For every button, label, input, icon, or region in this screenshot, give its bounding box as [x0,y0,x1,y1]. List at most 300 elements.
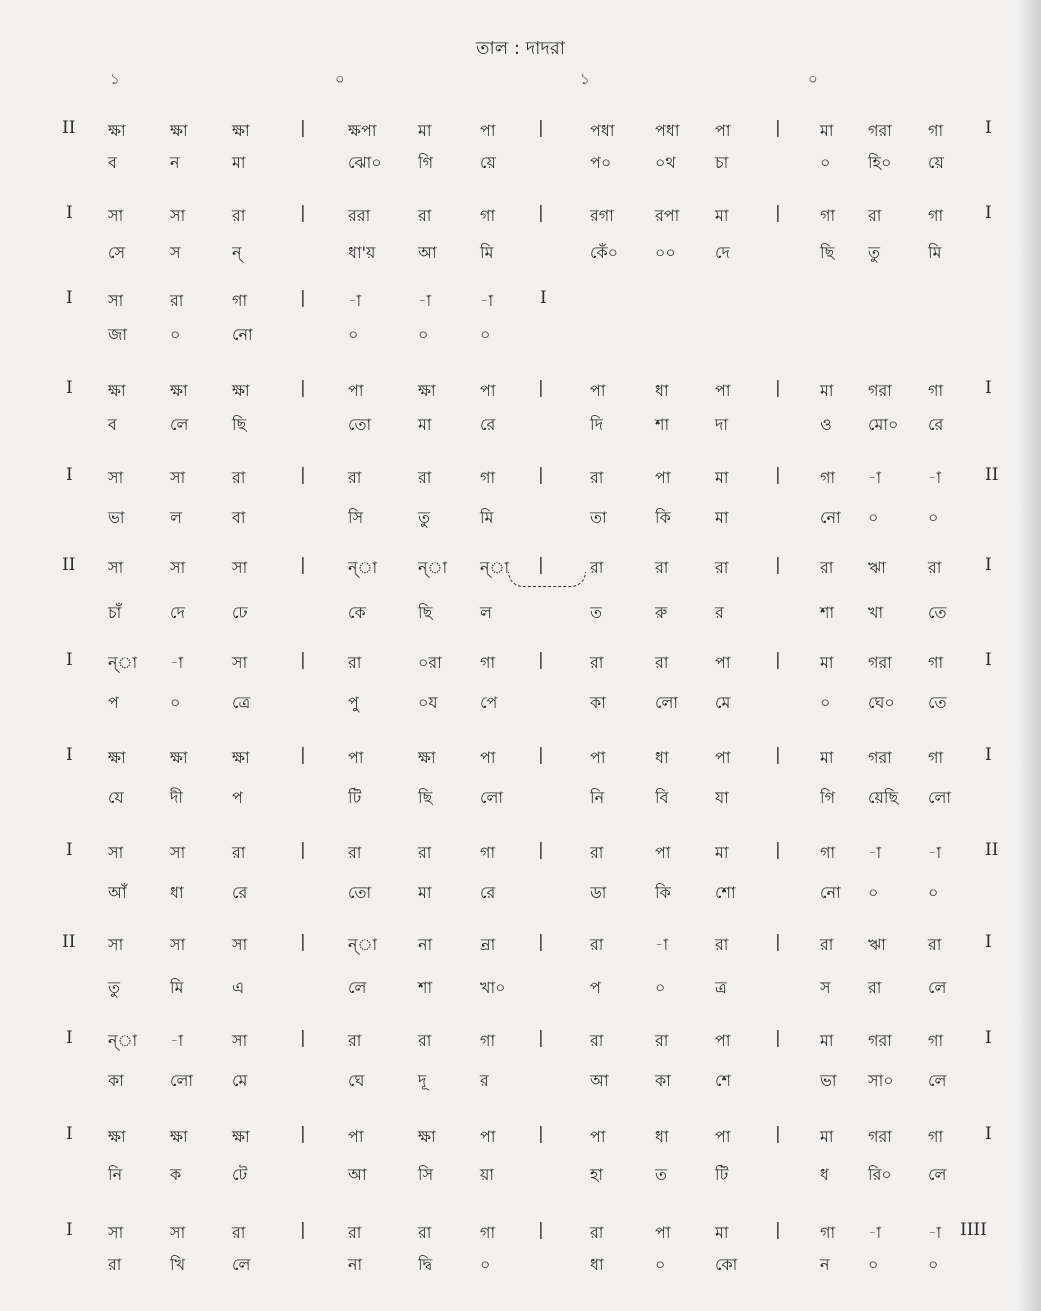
note-cell: মা [715,1223,729,1242]
barline-start: I [66,288,73,308]
lyric-cell: রা [108,1255,122,1274]
lyric-cell: ০ [868,508,879,527]
barline-start: I [66,1124,73,1144]
note-cell: রা [590,558,604,577]
bar-divider: | [300,745,306,765]
bar-divider: | [300,650,306,670]
lyric-cell: ত [655,1165,668,1184]
note-cell: ন্া [108,1031,138,1050]
note-cell: সা [170,558,186,577]
lyric-cell: মা [232,153,246,172]
lyric-cell: ০ [480,325,491,344]
bar-divider: | [300,932,306,952]
note-cell: রা [655,558,669,577]
bar-divider: | [538,378,544,398]
note-cell: গা [928,1127,944,1146]
note-cell: ক্ষা [418,1127,436,1146]
lyric-cell: ভা [820,1071,837,1090]
barline-start: I [66,203,73,223]
note-cell: পা [480,121,496,140]
lyric-cell: কা [108,1071,124,1090]
lyric-cell: ০ [418,325,429,344]
note-cell: ক্ষা [418,748,436,767]
note-cell: ধা [655,748,669,767]
note-cell: গরা [868,121,892,140]
note-cell: সা [170,843,186,862]
note-cell: গা [928,121,944,140]
lyric-cell: ছি [232,415,247,434]
bar-divider: | [775,465,781,485]
lyric-cell: র [480,1071,489,1090]
note-cell: গরা [868,1127,892,1146]
lyric-cell: ন [170,153,180,172]
lyric-cell: দে [170,603,185,622]
note-cell: রা [820,935,834,954]
lyric-cell: মে [715,693,731,712]
note-cell: ন্া [108,653,138,672]
note-cell: -া [170,653,184,672]
lyric-cell: ছি [820,243,835,262]
lyric-cell: না [348,1255,363,1274]
note-cell: রা [348,1031,362,1050]
note-cell: রা [928,558,942,577]
lyric-cell: ঢে [232,603,248,622]
note-cell: পা [715,653,731,672]
lyric-cell: লো [928,788,952,807]
lyric-cell: রি০ [868,1165,892,1184]
lyric-cell: প [590,978,601,997]
note-cell: গা [928,653,944,672]
barline-end: I [985,745,992,765]
lyric-cell: মা [418,415,432,434]
lyric-cell: টি [348,788,362,807]
note-cell: মা [820,1127,834,1146]
lyric-cell: ডা [590,883,607,902]
slur-mark [508,572,586,587]
lyric-cell: য়ে [928,153,944,172]
lyric-cell: ক [170,1165,182,1184]
note-cell: গা [480,653,496,672]
bar-divider: | [538,840,544,860]
lyric-cell: লে [928,1071,947,1090]
barline-start: I [66,745,73,765]
lyric-cell: ন [820,1255,830,1274]
lyric-cell: ত [590,603,603,622]
note-cell: গা [480,468,496,487]
lyric-cell: রে [232,883,248,902]
lyric-cell: তে [928,693,947,712]
note-cell: সা [232,935,248,954]
note-cell: সা [108,206,124,225]
note-cell: সা [232,1031,248,1050]
note-cell: -া [418,291,432,310]
lyric-cell: য়া [480,1165,495,1184]
lyric-cell: শা [418,978,433,997]
lyric-cell: লো [480,788,504,807]
barline-start: II [62,555,76,575]
lyric-cell: কা [655,1071,671,1090]
lyric-cell: দি [590,415,603,434]
note-cell: ক্ষা [108,748,126,767]
note-cell: রা [170,291,184,310]
note-cell: পা [715,1031,731,1050]
lyric-cell: রে [480,883,496,902]
lyric-cell: ০০ [655,243,676,262]
lyric-cell: চা [715,153,729,172]
lyric-cell: নো [820,883,841,902]
note-cell: ক্ষা [108,121,126,140]
note-cell: পা [348,1127,364,1146]
note-cell: ক্ষা [232,381,250,400]
note-cell: সা [108,291,124,310]
barline-start: II [62,118,76,138]
lyric-cell: খা [868,603,884,622]
lyric-cell: ল [170,508,182,527]
barline-end: I [985,118,992,138]
lyric-cell: ০ [170,325,181,344]
note-cell: সা [108,843,124,862]
note-cell: পা [480,1127,496,1146]
beat-marker: ১ [580,70,590,88]
lyric-cell: যে [108,788,124,807]
note-cell: ক্ষা [170,381,188,400]
lyric-cell: ন্ [232,243,242,262]
lyric-cell: লে [928,978,947,997]
note-cell: সা [170,935,186,954]
note-cell: ধা [655,381,669,400]
lyric-cell: ০ [480,1255,491,1274]
lyric-cell: সে [108,243,126,262]
lyric-cell: তে [928,603,947,622]
barline-end: I [985,378,992,398]
barline-start: I [66,378,73,398]
lyric-cell: যা [715,788,729,807]
barline-end: I [985,1124,992,1144]
note-cell: ন্া [348,935,378,954]
lyric-cell: নি [108,1165,123,1184]
lyric-cell: ০ [928,508,939,527]
note-cell: ক্ষা [170,121,188,140]
bar-divider: | [300,1124,306,1144]
bar-divider: | [300,465,306,485]
note-cell: মা [715,206,729,225]
note-cell: ক্ষা [232,1127,250,1146]
note-cell: গা [928,206,944,225]
bar-divider: | [775,745,781,765]
lyric-cell: জা [108,325,127,344]
barline-end: I [985,650,992,670]
note-cell: ক্ষা [108,1127,126,1146]
lyric-cell: ০ [928,1255,939,1274]
lyric-cell: নো [820,508,841,527]
bar-divider: | [300,288,306,308]
lyric-cell: এ [232,978,245,997]
lyric-cell: তু [108,978,121,997]
lyric-cell: কেঁ০ [590,243,619,262]
note-cell: গা [820,1223,836,1242]
barline-end: II [985,465,999,485]
lyric-cell: তু [868,243,881,262]
note-cell: পা [480,381,496,400]
bar-divider: | [300,118,306,138]
bar-divider: | [775,1124,781,1144]
note-cell: সা [232,558,248,577]
lyric-cell: খা০ [480,978,506,997]
note-cell: পা [715,381,731,400]
barline-start: II [62,932,76,952]
note-cell: মা [715,843,729,862]
lyric-cell: লে [928,1165,947,1184]
note-cell: রা [418,843,432,862]
note-cell: ক্ষা [170,748,188,767]
lyric-cell: প০ [590,153,612,172]
lyric-cell: বা [232,508,246,527]
page-edge-shadow [1019,0,1041,1311]
note-cell: ন্া [480,558,510,577]
note-cell: গরা [868,748,892,767]
note-cell: রা [232,1223,246,1242]
lyric-cell: মি [170,978,184,997]
note-cell: গা [480,843,496,862]
note-cell: সা [108,935,124,954]
note-cell: রা [590,1223,604,1242]
bar-divider: | [538,465,544,485]
bar-divider: | [300,840,306,860]
lyric-cell: ও [820,415,832,434]
note-cell: রা [232,843,246,862]
lyric-cell: মো০ [868,415,899,434]
lyric-cell: ছি [418,603,433,622]
note-cell: সা [108,1223,124,1242]
barline-end: I [540,288,547,308]
note-cell: পা [655,843,671,862]
barline-end: I [985,932,992,952]
note-cell: পা [348,748,364,767]
lyric-cell: শো [715,883,736,902]
note-cell: গা [480,1031,496,1050]
lyric-cell: ০ [348,325,359,344]
lyric-cell: ০ [868,883,879,902]
barline-end: IIII [960,1220,987,1240]
lyric-cell: ঝো০ [348,153,382,172]
lyric-cell: ত্র [715,978,727,997]
lyric-cell: ত্রে [232,693,251,712]
note-cell: ক্ষা [232,748,250,767]
note-cell: ররা [348,206,371,225]
lyric-cell: খি [170,1255,186,1274]
note-cell: -া [868,1223,882,1242]
note-cell: রা [715,558,729,577]
barline-end: II [985,840,999,860]
barline-end: I [985,1028,992,1048]
lyric-cell: রা [868,978,882,997]
note-cell: ০রা [418,653,442,672]
note-cell: মা [715,468,729,487]
note-cell: রপা [655,206,680,225]
lyric-cell: শা [820,603,835,622]
lyric-cell: ধা [590,1255,604,1274]
lyric-cell: লো [170,1071,194,1090]
lyric-cell: দী [170,788,183,807]
note-cell: পা [480,748,496,767]
note-cell: রা [820,558,834,577]
note-cell: -া [480,291,494,310]
lyric-cell: সি [418,1165,434,1184]
lyric-cell: সি [348,508,364,527]
bar-divider: | [538,555,544,575]
note-cell: রা [590,468,604,487]
note-cell: রা [232,468,246,487]
lyric-cell: দা [715,415,729,434]
lyric-cell: ভা [108,508,125,527]
lyric-cell: নি [590,788,605,807]
bar-divider: | [775,932,781,952]
note-cell: রা [590,653,604,672]
note-cell: ধা [655,1127,669,1146]
beat-marker: ০ [335,70,345,88]
note-cell: রা [418,468,432,487]
bar-divider: | [538,1124,544,1144]
note-cell: ঋা [868,558,886,577]
note-cell: মা [820,121,834,140]
bar-divider: | [300,555,306,575]
lyric-cell: ঘে [348,1071,365,1090]
note-cell: ন্রা [480,935,496,954]
note-cell: পা [715,748,731,767]
bar-divider: | [538,1028,544,1048]
note-cell: রা [655,653,669,672]
lyric-cell: কি [655,883,671,902]
lyric-cell: ০ [868,1255,879,1274]
note-cell: ক্ষা [108,381,126,400]
note-cell: পা [590,381,606,400]
note-cell: সা [170,206,186,225]
lyric-cell: লে [348,978,367,997]
note-cell: পধা [590,121,615,140]
note-cell: রা [348,468,362,487]
note-cell: ঋা [868,935,886,954]
note-cell: পা [348,381,364,400]
barline-start: I [66,465,73,485]
note-cell: পা [590,748,606,767]
note-cell: রা [348,1223,362,1242]
lyric-cell: মা [418,883,432,902]
lyric-cell: কি [655,508,671,527]
lyric-cell: ব [108,153,117,172]
note-cell: গা [820,843,836,862]
lyric-cell: ধা [170,883,184,902]
lyric-cell: হি০ [868,153,892,172]
bar-divider: | [538,118,544,138]
note-cell: মা [418,121,432,140]
barline-start: I [66,840,73,860]
barline-end: I [985,203,992,223]
note-cell: রা [232,206,246,225]
note-cell: রা [715,935,729,954]
lyric-cell: রু [655,603,668,622]
lyric-cell: তো [348,415,372,434]
lyric-cell: তো [348,883,372,902]
note-cell: -া [928,843,942,862]
bar-divider: | [538,1220,544,1240]
lyric-cell: গি [820,788,836,807]
lyric-cell: আ [590,1071,609,1090]
lyric-cell: গি [418,153,434,172]
lyric-cell: য়ে [480,153,496,172]
note-cell: গরা [868,1031,892,1050]
barline-start: I [66,1028,73,1048]
note-cell: রা [928,935,942,954]
lyric-cell: ০ [820,693,831,712]
note-cell: রা [418,1223,432,1242]
note-cell: রা [868,206,882,225]
beat-marker: ০ [808,70,818,88]
bar-divider: | [300,378,306,398]
lyric-cell: ০ [655,978,666,997]
lyric-cell: ০য [418,693,438,712]
note-cell: গা [820,468,836,487]
note-cell: সা [170,468,186,487]
note-cell: রগা [590,206,614,225]
lyric-cell: ধ [820,1165,829,1184]
note-cell: গা [480,206,496,225]
lyric-cell: লে [232,1255,251,1274]
note-cell: না [418,935,433,954]
note-cell: ন্া [418,558,448,577]
lyric-cell: কো [715,1255,738,1274]
note-cell: গরা [868,381,892,400]
lyric-cell: য়েছি [868,788,899,807]
bar-divider: | [775,840,781,860]
lyric-cell: আ [348,1165,367,1184]
note-cell: রা [348,843,362,862]
bar-divider: | [775,378,781,398]
bar-divider: | [775,1028,781,1048]
lyric-cell: হা [590,1165,604,1184]
note-cell: পা [715,1127,731,1146]
lyric-cell: ল [480,603,492,622]
note-cell: মা [820,381,834,400]
note-cell: মা [820,1031,834,1050]
lyric-cell: ধা'য় [348,243,376,262]
lyric-cell: দূ [418,1071,427,1090]
note-cell: রা [418,206,432,225]
bar-divider: | [538,203,544,223]
bar-divider: | [538,745,544,765]
lyric-cell: ০ [928,883,939,902]
note-cell: পা [590,1127,606,1146]
bar-divider: | [300,1028,306,1048]
lyric-cell: সা০ [868,1071,894,1090]
note-cell: গা [928,1031,944,1050]
note-cell: -া [928,468,942,487]
note-cell: সা [170,1223,186,1242]
note-cell: রা [348,653,362,672]
lyric-cell: আঁ [108,883,127,902]
note-cell: রা [590,1031,604,1050]
lyric-cell: ব [108,415,117,434]
lyric-cell: বি [655,788,669,807]
lyric-cell: মি [480,243,494,262]
note-cell: -া [348,291,362,310]
note-cell: রা [590,843,604,862]
barline-start: I [66,650,73,670]
note-cell: সা [108,468,124,487]
lyric-cell: কা [590,693,606,712]
barline-end: I [985,555,992,575]
note-cell: -া [928,1223,942,1242]
lyric-cell: পু [348,693,359,712]
